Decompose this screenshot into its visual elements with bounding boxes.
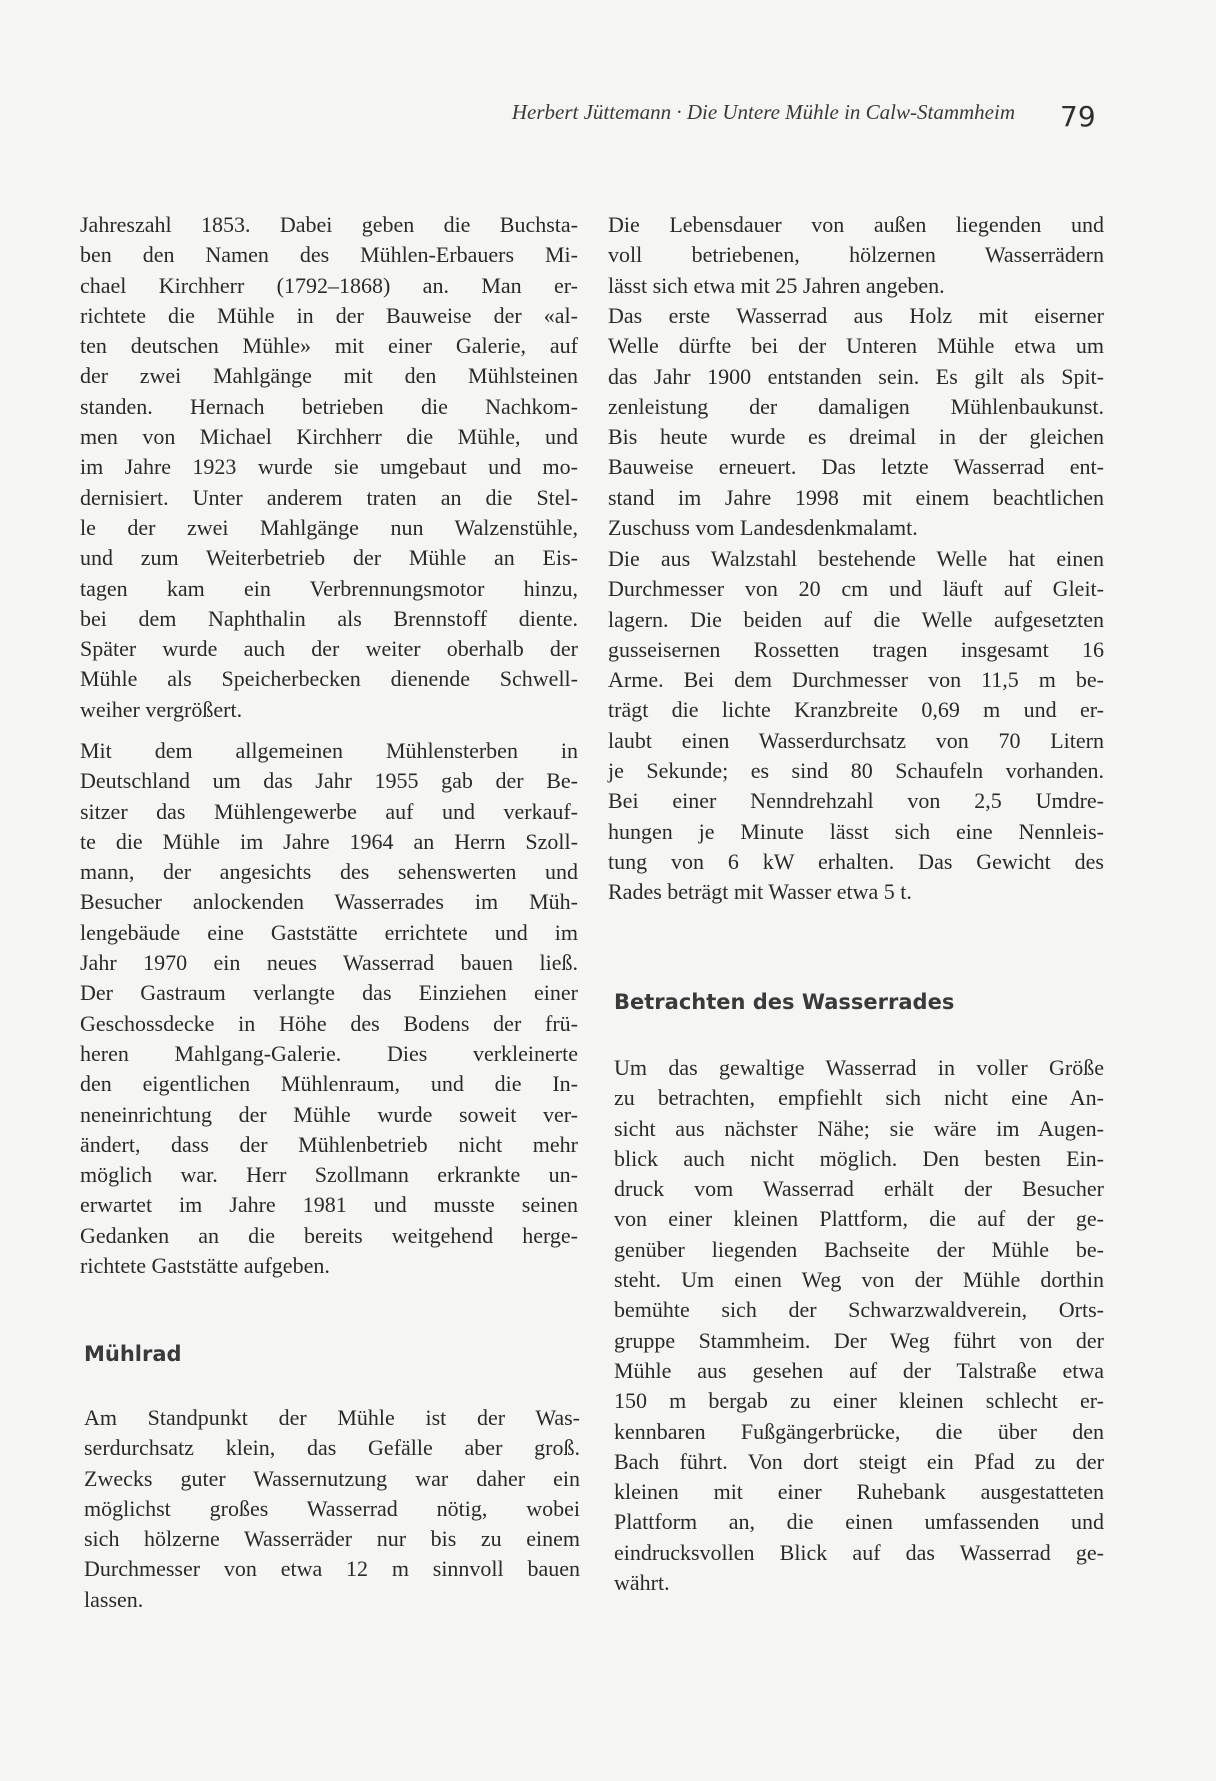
text-line: heren Mahlgang-Galerie. Dies verkleinerte — [80, 1040, 578, 1066]
text-line: neneinrichtung der Mühle wurde soweit ver- — [80, 1101, 578, 1127]
text-line: von einer kleinen Plattform, die auf der ge- — [614, 1206, 1104, 1232]
text-line: richtete Gaststätte aufgeben. — [80, 1253, 330, 1279]
text-line: Zwecks guter Wassernutzung war daher ein — [84, 1465, 580, 1491]
paragraph — [608, 544, 1104, 908]
text-line: Mit dem allgemeinen Mühlensterben in — [80, 738, 578, 763]
text-line: Plattform an, die einen umfassenden und — [614, 1509, 1104, 1535]
text-line: druck vom Wasserrad erhält der Besucher — [614, 1176, 1104, 1202]
text-line: tung von 6 kW erhalten. Das Gewicht des — [608, 848, 1104, 874]
text-line: standen. Hernach betrieben die Nachkom- — [80, 393, 578, 419]
text-line: Das erste Wasserrad aus Holz mit eiserner — [608, 303, 1104, 328]
text-line: Mühle als Speicherbecken dienende Schwell- — [80, 666, 578, 692]
text-line: Rades beträgt mit Wasser etwa 5 t. — [608, 879, 912, 905]
paragraph — [80, 736, 578, 1281]
text-line: hungen je Minute lässt sich eine Nennleis- — [608, 818, 1104, 844]
text-line: Bauweise erneuert. Das letzte Wasserrad ent- — [608, 454, 1104, 480]
text-line: sicht aus nächster Nähe; sie wäre im Augen- — [614, 1115, 1104, 1141]
text-line: Die aus Walzstahl bestehende Welle hat einen — [608, 546, 1104, 571]
text-line: kennbaren Fußgängerbrücke, die über den — [614, 1418, 1104, 1444]
paragraph — [80, 210, 578, 725]
text-line: ändert, dass der Mühlenbetrieb nicht mehr — [80, 1131, 578, 1157]
text-line: trägt die lichte Kranzbreite 0,69 m und er- — [608, 697, 1104, 723]
text-line: 150 m bergab zu einer kleinen schlecht er- — [614, 1388, 1104, 1414]
text-line: Durchmesser von 20 cm und läuft auf Gleit- — [608, 576, 1104, 602]
text-line: Um das gewaltige Wasserrad in voller Größe — [614, 1055, 1104, 1080]
text-line: Jahreszahl 1853. Dabei geben die Buchsta- — [80, 212, 578, 237]
paragraph — [614, 1053, 1104, 1598]
text-line: erwartet im Jahre 1981 und musste seinen — [80, 1192, 578, 1218]
text-line: das Jahr 1900 entstanden sein. Es gilt als Spit- — [608, 363, 1104, 389]
text-line: lagern. Die beiden auf die Welle aufgesetzten — [608, 606, 1104, 632]
text-line: bemühte sich der Schwarzwaldverein, Orts- — [614, 1297, 1104, 1323]
text-line: Besucher anlockenden Wasserrades im Müh- — [80, 889, 578, 915]
text-line: mann, der angesichts des sehenswerten und — [80, 859, 578, 885]
text-line: te die Mühle im Jahre 1964 an Herrn Szoll- — [80, 828, 578, 854]
text-line: ben den Namen des Mühlen-Erbauers Mi- — [80, 242, 578, 268]
text-line: der zwei Mahlgänge mit den Mühlsteinen — [80, 363, 578, 389]
text-line: möglichst großes Wasserrad nötig, wobei — [84, 1495, 580, 1521]
text-line: bei dem Naphthalin als Brennstoff diente. — [80, 605, 578, 631]
text-line: weiher vergrößert. — [80, 696, 243, 722]
text-line: lassen. — [84, 1586, 144, 1612]
text-line: Später wurde auch der weiter oberhalb der — [80, 636, 578, 662]
text-line: Die Lebensdauer von außen liegenden und — [608, 212, 1104, 237]
text-line: blick auch nicht möglich. Den besten Ein- — [614, 1145, 1104, 1171]
text-line: Bis heute wurde es dreimal in der gleichen — [608, 424, 1104, 450]
text-line: laubt einen Wasserdurchsatz von 70 Litern — [608, 727, 1104, 753]
text-line: möglich war. Herr Szollmann erkrankte un- — [80, 1162, 578, 1188]
text-line: Am Standpunkt der Mühle ist der Was- — [84, 1405, 580, 1430]
text-line: steht. Um einen Weg von der Mühle dorthin — [614, 1267, 1104, 1293]
text-line: dernisiert. Unter anderem traten an die Stel- — [80, 484, 578, 510]
paragraph — [608, 301, 1104, 543]
text-line: Mühle aus gesehen auf der Talstraße etwa — [614, 1357, 1104, 1383]
text-line: den eigentlichen Mühlenraum, und die In- — [80, 1071, 578, 1097]
text-line: zu betrachten, empfiehlt sich nicht eine An- — [614, 1085, 1104, 1111]
paragraph — [84, 1403, 580, 1615]
text-line: richtete die Mühle in der Bauweise der «al- — [80, 302, 578, 328]
text-line: Arme. Bei dem Durchmesser von 11,5 m be- — [608, 667, 1104, 693]
text-line: men von Michael Kirchherr die Mühle, und — [80, 424, 578, 450]
text-line: gruppe Stammheim. Der Weg führt von der — [614, 1327, 1104, 1353]
text-line: ten deutschen Mühle» mit einer Galerie, auf — [80, 333, 578, 359]
text-line: Deutschland um das Jahr 1955 gab der Be- — [80, 768, 578, 794]
text-line: sitzer das Mühlengewerbe auf und verkauf- — [80, 798, 578, 824]
text-line: sich hölzerne Wasserräder nur bis zu einem — [84, 1526, 580, 1552]
text-line: chael Kirchherr (1792–1868) an. Man er- — [80, 272, 578, 298]
text-line: eindrucksvollen Blick auf das Wasserrad ge- — [614, 1539, 1104, 1565]
text-line: Jahr 1970 ein neues Wasserrad bauen ließ. — [80, 950, 578, 976]
text-line: und zum Weiterbetrieb der Mühle an Eis- — [80, 545, 578, 571]
text-line: Bach führt. Von dort steigt ein Pfad zu der — [614, 1448, 1104, 1474]
text-line: Bei einer Nenndrehzahl von 2,5 Umdre- — [608, 788, 1104, 814]
text-line: serdurchsatz klein, das Gefälle aber groß. — [84, 1435, 580, 1461]
section-heading-betrachten: Betrachten des Wasserrades — [614, 990, 955, 1014]
running-head: Herbert Jüttemann · Die Untere Mühle in Calw-Stammheim — [511, 100, 1015, 124]
text-line: lengebäude eine Gaststätte errichtete und im — [80, 919, 578, 945]
section-heading-muehlrad: Mühlrad — [84, 1342, 182, 1366]
text-line: Zuschuss vom Landesdenkmalamt. — [608, 515, 918, 541]
text-line: Der Gastraum verlangte das Einziehen einer — [80, 980, 578, 1006]
text-line: währt. — [614, 1570, 670, 1596]
text-line: je Sekunde; es sind 80 Schaufeln vorhanden. — [608, 758, 1104, 784]
text-line: Durchmesser von etwa 12 m sinnvoll bauen — [84, 1556, 580, 1582]
text-line: Welle dürfte bei der Unteren Mühle etwa um — [608, 333, 1104, 359]
text-line: genüber liegenden Bachseite der Mühle be- — [614, 1236, 1104, 1262]
text-line: tagen kam ein Verbrennungsmotor hinzu, — [80, 575, 578, 601]
paragraph — [608, 210, 1104, 301]
text-line: voll betriebenen, hölzernen Wasserrädern — [608, 242, 1104, 268]
text-line: stand im Jahre 1998 mit einem beachtlichen — [608, 484, 1104, 510]
text-line: le der zwei Mahlgänge nun Walzenstühle, — [80, 514, 578, 540]
text-line: Gedanken an die bereits weitgehend herge- — [80, 1222, 578, 1248]
page-number: 79 — [1060, 100, 1096, 133]
text-line: zenleistung der damaligen Mühlenbaukunst. — [608, 393, 1104, 419]
text-line: im Jahre 1923 wurde sie umgebaut und mo- — [80, 454, 578, 480]
text-line: Geschossdecke in Höhe des Bodens der frü- — [80, 1010, 578, 1036]
text-line: lässt sich etwa mit 25 Jahren angeben. — [608, 272, 945, 298]
text-line: gusseisernen Rossetten tragen insgesamt 16 — [608, 636, 1104, 662]
text-line: kleinen mit einer Ruhebank ausgestatteten — [614, 1479, 1104, 1505]
